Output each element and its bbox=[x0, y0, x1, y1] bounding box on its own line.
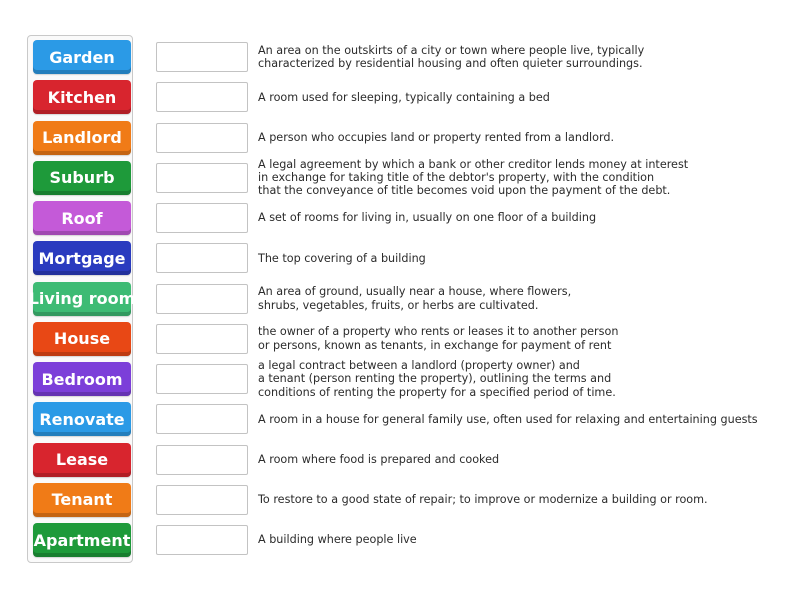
drop-slot[interactable] bbox=[156, 123, 248, 153]
drop-slot[interactable] bbox=[156, 42, 248, 72]
drop-slot[interactable] bbox=[156, 525, 248, 555]
drop-slot[interactable] bbox=[156, 445, 248, 475]
drop-slot[interactable] bbox=[156, 82, 248, 112]
tile-kitchen[interactable]: Kitchen bbox=[33, 80, 131, 114]
definition-text: A building where people live bbox=[258, 533, 417, 547]
definition-text: A room where food is prepared and cooked bbox=[258, 452, 500, 466]
tile-living-room[interactable]: Living room bbox=[33, 282, 131, 316]
drop-slot[interactable] bbox=[156, 404, 248, 434]
definition-text: A person who occupies land or property rented from a landlord. bbox=[258, 130, 615, 144]
drop-slot[interactable] bbox=[156, 284, 248, 314]
tile-lease[interactable]: Lease bbox=[33, 443, 131, 477]
definition-text: An area of ground, usually near a house, where flowers, shrubs, vegetables, fruits, or herbs are cultivated. bbox=[258, 285, 572, 312]
tile-mortgage[interactable]: Mortgage bbox=[33, 241, 131, 275]
drop-slot[interactable] bbox=[156, 203, 248, 233]
definition-text: An area on the outskirts of a city or town where people live, typically characterized by residential housing and often quieter surroundings. bbox=[258, 43, 645, 70]
drop-slot[interactable] bbox=[156, 243, 248, 273]
tile-apartment[interactable]: Apartment bbox=[33, 523, 131, 557]
tile-bedroom[interactable]: Bedroom bbox=[33, 362, 131, 396]
definition-text: A set of rooms for living in, usually on one floor of a building bbox=[258, 211, 597, 225]
definition-text: A legal agreement by which a bank or other creditor lends money at interest in exchange for taking title of the debtor's property, with the condition that the conveyance of title becomes void upon the payment of the debt. bbox=[258, 157, 689, 198]
tile-tenant[interactable]: Tenant bbox=[33, 483, 131, 517]
drop-slot[interactable] bbox=[156, 485, 248, 515]
tile-house[interactable]: House bbox=[33, 322, 131, 356]
definition-text: a legal contract between a landlord (property owner) and a tenant (person renting the property), outlining the terms and conditions of renting the property for a specified period of time. bbox=[258, 358, 616, 399]
tile-suburb[interactable]: Suburb bbox=[33, 161, 131, 195]
definition-text: A room used for sleeping, typically containing a bed bbox=[258, 90, 550, 104]
drop-slot[interactable] bbox=[156, 324, 248, 354]
drop-slot[interactable] bbox=[156, 364, 248, 394]
drop-slot[interactable] bbox=[156, 163, 248, 193]
definition-text: A room in a house for general family use, often used for relaxing and entertaining guests bbox=[258, 412, 758, 426]
definition-text: To restore to a good state of repair; to improve or modernize a building or room. bbox=[258, 493, 708, 507]
tile-landlord[interactable]: Landlord bbox=[33, 121, 131, 155]
tile-garden[interactable]: Garden bbox=[33, 40, 131, 74]
definition-text: The top covering of a building bbox=[258, 251, 426, 265]
definition-text: the owner of a property who rents or leases it to another person or persons, known as tenants, in exchange for payment of rent bbox=[258, 325, 619, 352]
tile-renovate[interactable]: Renovate bbox=[33, 402, 131, 436]
tile-roof[interactable]: Roof bbox=[33, 201, 131, 235]
